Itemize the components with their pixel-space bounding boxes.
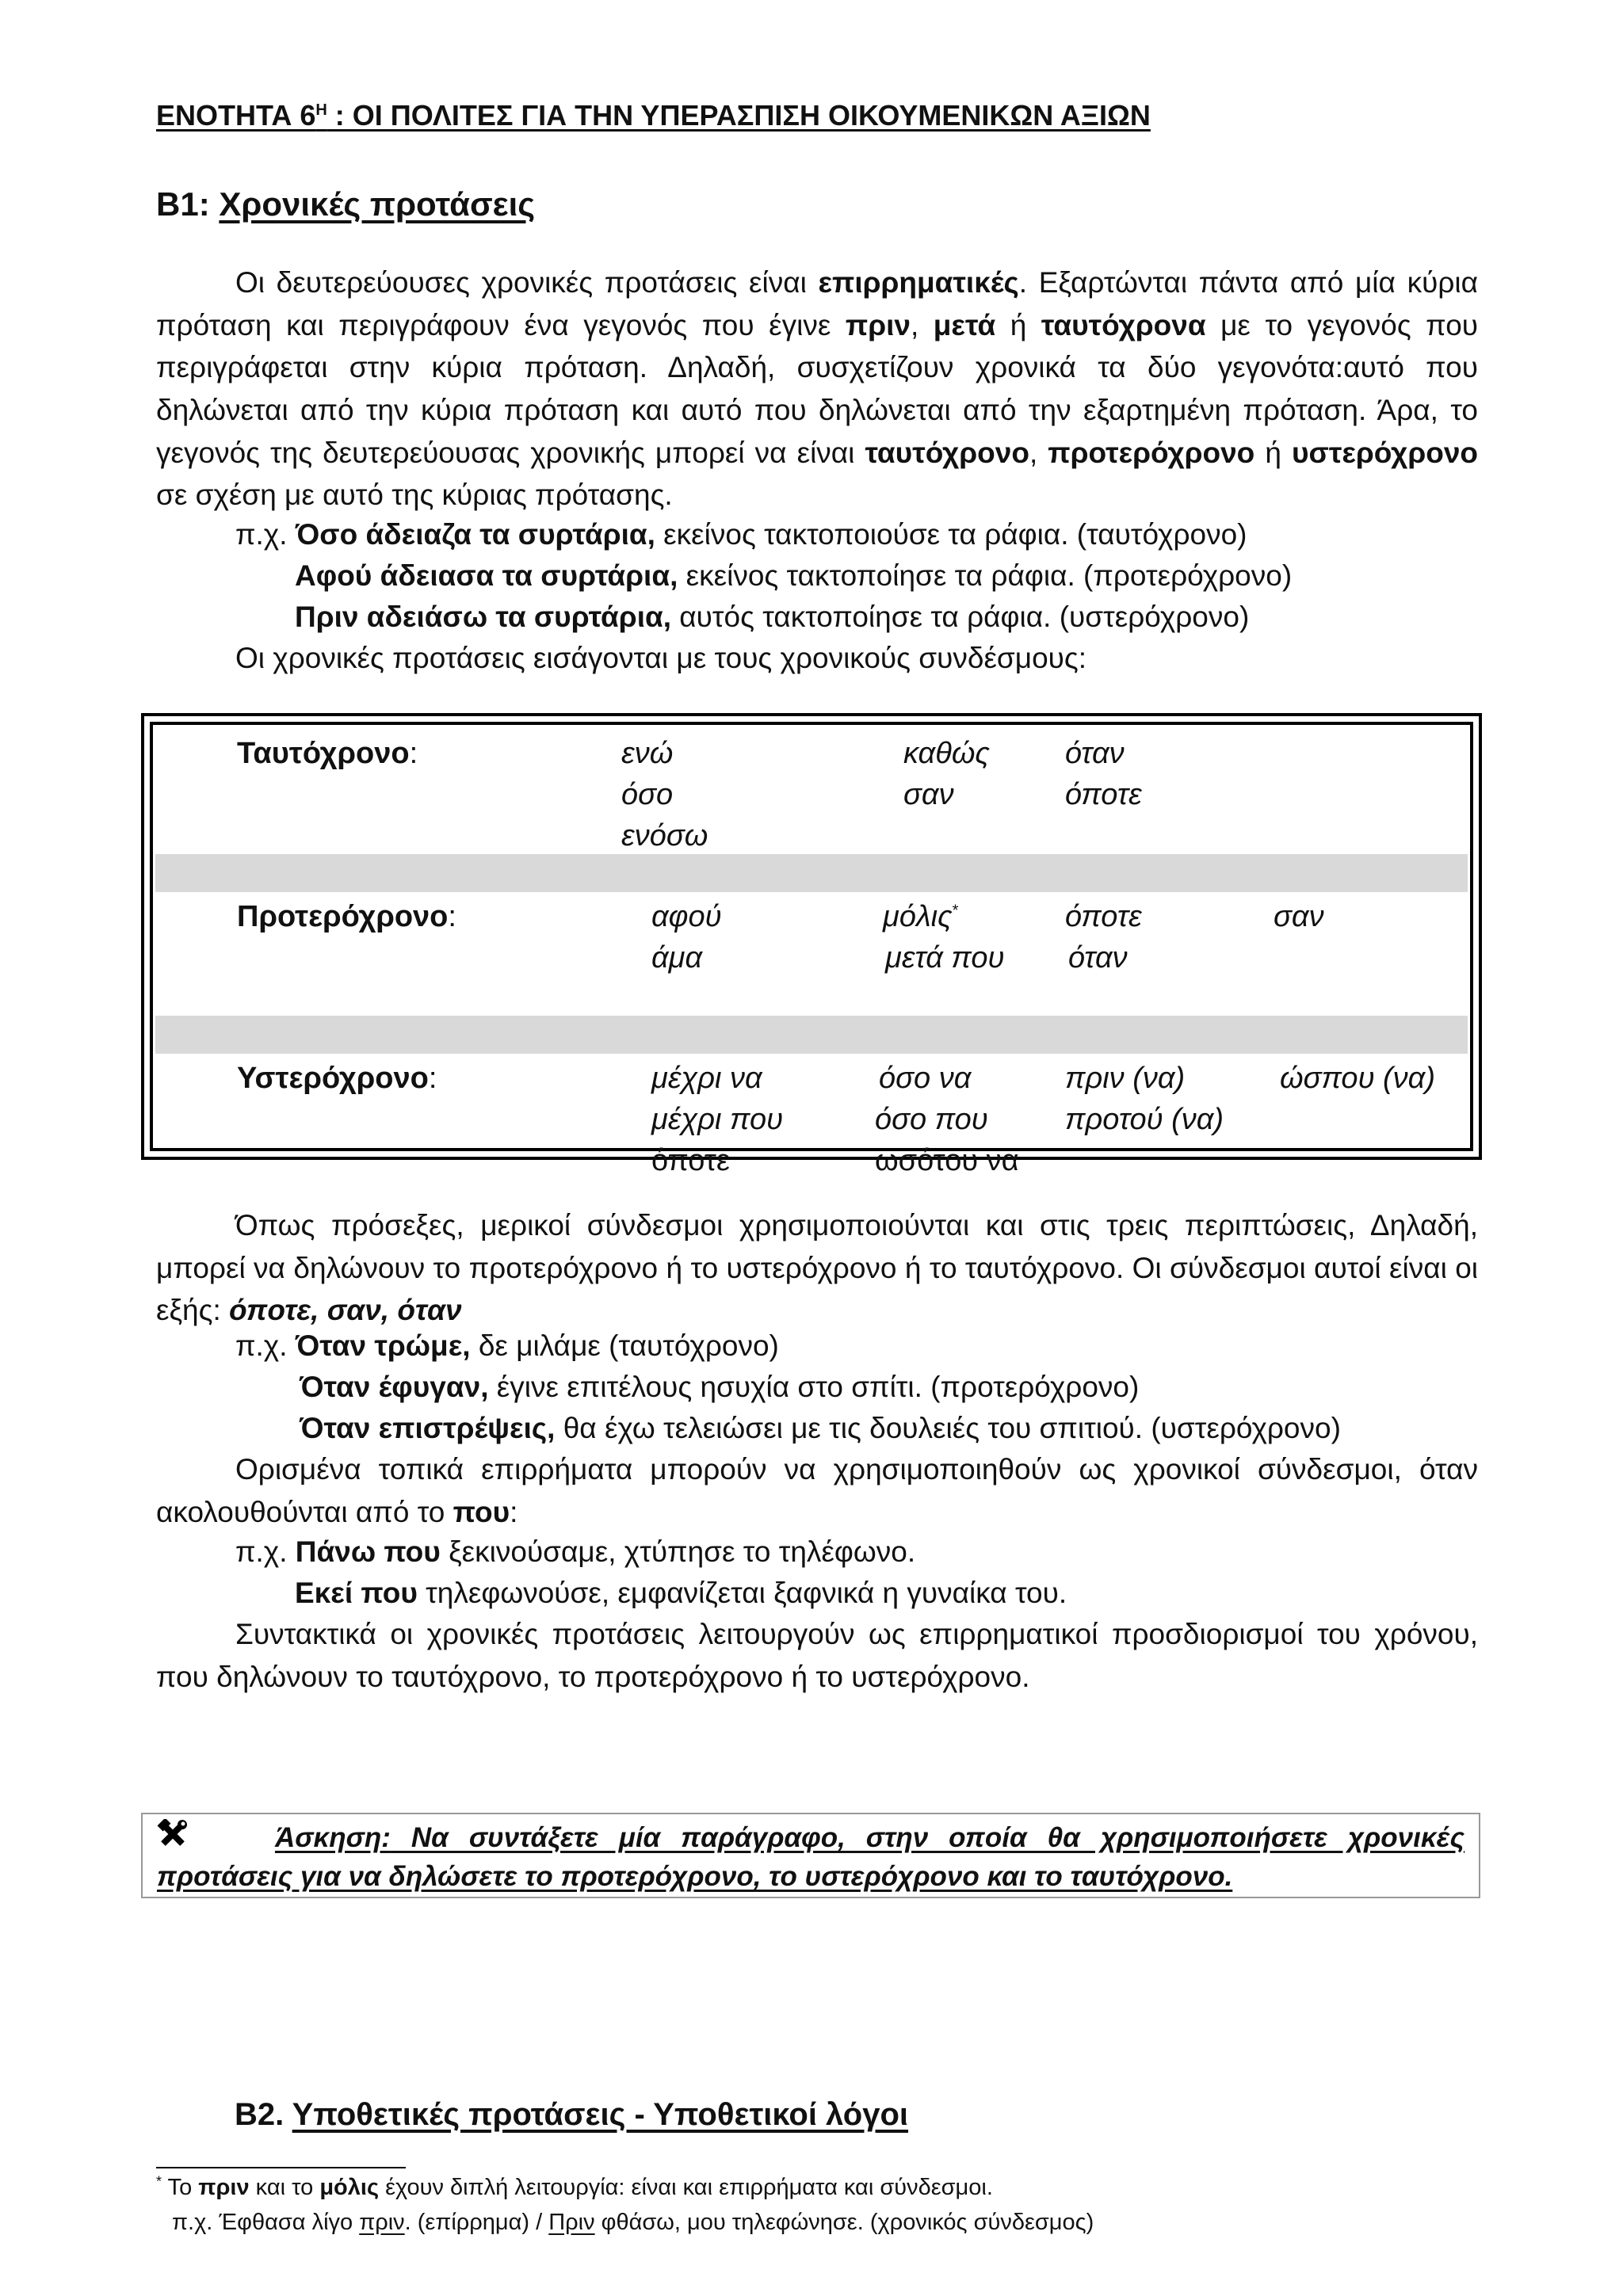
conjunction: πριν (να) bbox=[1065, 1062, 1186, 1095]
paragraph-adverbs: Ορισμένα τοπικά επιρρήματα μπορούν να χρησιμοποιηθούν ως χρονικοί σύνδεσμοι, όταν ακολουθούνται από το που: bbox=[156, 1453, 1478, 1528]
conjunction: προτού (να) bbox=[1065, 1103, 1224, 1136]
conjunction: άμα bbox=[651, 941, 703, 974]
conjunction: όταν bbox=[1065, 737, 1125, 770]
label-posterior: Υστερόχρονο: bbox=[237, 1062, 437, 1095]
footnote-line: * Το πριν και το μόλις έχουν διπλή λειτουργία: είναι και επιρρήματα και σύνδεσμοι. bbox=[156, 2173, 993, 2200]
label-simultaneous: Ταυτόχρονο: bbox=[237, 737, 418, 770]
conjunction: όσο να bbox=[879, 1062, 972, 1095]
conjunction: όσο που bbox=[875, 1103, 988, 1136]
example-line: Εκεί που τηλεφωνούσε, εμφανίζεται ξαφνικά η γυναίκα του. bbox=[295, 1577, 1067, 1609]
conjunction: όποτε bbox=[1065, 778, 1142, 811]
conjunction: μόλις* bbox=[883, 900, 959, 933]
label-anterior: Προτερόχρονο: bbox=[237, 900, 456, 933]
paragraph-syntax: Συντακτικά οι χρονικές προτάσεις λειτουργούν ως επιρρηματικοί προσδιορισμοί του χρόνου, που δηλώνουν το ταυτόχρονο, το προτερόχρονο ή το υστερόχρονο. bbox=[156, 1618, 1478, 1693]
conjunction: όποτε bbox=[651, 1144, 730, 1177]
example-line: π.χ. Όταν τρώμε, δε μιλάμε (ταυτόχρονο) bbox=[235, 1329, 779, 1362]
conjunction: καθώς bbox=[903, 737, 990, 770]
table-intro-line: Οι χρονικές προτάσεις εισάγονται με τους χρονικούς συνδέσμους: bbox=[235, 642, 1087, 674]
conjunction: μέχρι που bbox=[651, 1103, 783, 1136]
conjunction: όποτε bbox=[1065, 900, 1142, 933]
section-b2-heading: Β2. Υποθετικές προτάσεις - Υποθετικοί λόγοι bbox=[235, 2097, 909, 2132]
conjunction: ενώ bbox=[621, 737, 674, 770]
example-line: π.χ. Όσο άδειαζα τα συρτάρια, εκείνος τακτοποιούσε τα ράφια. (ταυτόχρονο) bbox=[235, 518, 1247, 551]
conjunction: ώσπου (να) bbox=[1280, 1062, 1435, 1095]
conjunction: όταν bbox=[1068, 941, 1128, 974]
example-line: Όταν έφυγαν, έγινε επιτέλους ησυχία στο σπίτι. (προτερόχρονο) bbox=[300, 1371, 1140, 1403]
example-line: Όταν επιστρέψεις, θα έχω τελειώσει με τις δουλειές του σπιτιού. (υστερόχρονο) bbox=[300, 1412, 1341, 1444]
intro-paragraph: Οι δευτερεύουσες χρονικές προτάσεις είναι επιρρηματικές. Εξαρτώνται πάντα από μία κύρια πρόταση και περιγράφουν ένα γεγονός που έγινε πριν, μετά ή ταυτόχρονα με το γεγονός που περιγράφεται στην κύρια πρόταση. Δηλαδή, συσχετίζουν χρονικά τα δύο γεγονότα:αυτό που δηλώνεται από την κύρια πρόταση και αυτό που δηλώνεται από την εξαρτημένη πρόταση. Άρα, το γεγονός της δευτερεύουσας χρονικής μπορεί να είναι ταυτόχρονο, προτερόχρονο ή υστερόχρονο σε σχέση με αυτό της κύριας πρότασης. bbox=[156, 266, 1479, 512]
chapter-heading: ΕΝΟΤΗΤΑ $6^H$ : ΟΙ ΠΟΛΙΤΕΣ ΓΙΑ ΤΗΝ ΥΠΕΡΑΣΠΙΣΗ ΟΙΚΟΥΜΕΝΙΚΩΝ ΑΞΙΩΝ bbox=[156, 99, 1151, 132]
section-b1-heading: Β1: Χρονικές προτάσεις bbox=[156, 185, 536, 223]
conjunction: σαν bbox=[1274, 900, 1324, 933]
paragraph-common-conjunctions: Όπως πρόσεξες, μερικοί σύνδεσμοι χρησιμοποιούνται και στις τρεις περιπτώσεις, Δηλαδή, μπορεί να δηλώνουν το προτερόχρονο ή το υστερόχρονο ή το ταυτόχρονο. Οι σύνδεσμοι αυτοί είναι οι εξής: όποτε, σαν, όταν bbox=[156, 1209, 1478, 1327]
example-line: Αφού άδειασα τα συρτάρια, εκείνος τακτοποίησε τα ράφια. (προτερόχρονο) bbox=[295, 559, 1293, 592]
footnote-line: π.χ. Έφθασα λίγο πριν. (επίρρημα) / Πριν φθάσω, μου τηλεφώνησε. (χρονικός σύνδεσμος) bbox=[172, 2210, 1094, 2235]
conjunction: ενόσω bbox=[621, 819, 708, 852]
conjunction: σαν bbox=[903, 778, 954, 811]
example-line: Πριν αδειάσω τα συρτάρια, αυτός τακτοποίησε τα ράφια. (υστερόχρονο) bbox=[295, 601, 1250, 633]
conjunction: αφού bbox=[651, 900, 722, 933]
conjunction: όσο bbox=[621, 778, 674, 811]
table-separator bbox=[155, 1016, 1468, 1054]
conjunction: μέχρι να bbox=[651, 1062, 762, 1095]
example-line: π.χ. Πάνω που ξεκινούσαμε, χτύπησε το τηλέφωνο. bbox=[235, 1535, 916, 1568]
table-separator bbox=[155, 854, 1468, 892]
conjunction: ωσότου να bbox=[875, 1144, 1019, 1177]
tools-icon bbox=[157, 1819, 234, 1859]
conjunction: μετά που bbox=[885, 941, 1005, 974]
conjunctions-table bbox=[141, 713, 1482, 1177]
exercise-box: Άσκηση: Να συντάξετε μία παράγραφο, στην οποία θα χρησιμοποιήσετε χρονικές προτάσεις για να δηλώσετε το προτερόχρονο, το υστερόχρονο και το ταυτόχρονο. bbox=[141, 1813, 1480, 1898]
footnote-rule bbox=[156, 2167, 406, 2168]
